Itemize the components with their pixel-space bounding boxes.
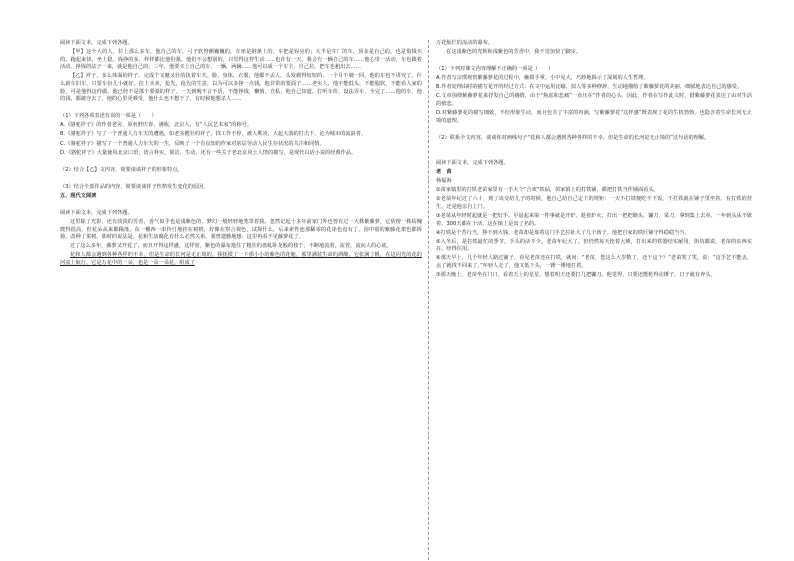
story-paragraph: ⑤入冬后，是打铁最忙的季节，手头的活不少。老苗年纪大了，但仍然每天抡着大锤，打出来的铁器结实耐用，街坊都说，老苗的东西实在，经得住用。 [436,238,752,253]
question-2: （2）结合【乙】文内容，简要谈谈祥子的形象特点。 [60,166,183,173]
section-heading: 五、现代文阅读 [60,192,97,199]
option-c: C.文章围绕紫藤萝花来抒发自己的感情，由于“焦虑和悲痛”一直压在“作者的心头，因此，作者在写作此文时，借紫藤萝花表达了由对生活的依恋。 [436,93,752,108]
story-paragraph: ②老苗年纪过了六十，到了该交给儿子的时候，他自己给自己定下的规矩：一天不打铁便吃不下饭，不打铁就在铺子里坐着。有打铁的营生，还是他亲自上门。 [436,196,752,210]
story-paragraph: ⑥那天早上，几个年轻人路过铺子，看见老苗还在打铁，就问：“老苗，您这么大岁数了，还干这个？”老苗笑了笑，说：“这手艺不能丢，丢了就找不回来了。”年轻人走了，他又低下头，一锤一锤地打着。 [436,255,752,270]
option-a: A.《骆驼祥子》的作者老舍，原名舒庆春，满族，北京人，有“人民艺术家”的称号。 [60,122,253,129]
passage-continuation: 万花灿烂的流动的瀑布。 [436,40,494,46]
question-3: （3）结合全部作品的内容，简要谈谈祥子性格发生变化的原因。 [60,183,209,190]
question-2: （2）联系全文内容，谈谈你对画线句子“花和人都会遇到各种各样的不幸，但是生命的长河是无止境的”这句话的理解。 [436,134,710,141]
passage-paragraph: 过了这么多年，藤萝又开花了，而且开得这样盛，这样密，紫色的瀑布遮住了粗壮的盘虬卧龙般的枝干，不断地流着，流着，流向人的心底。 [70,243,392,250]
passage-yi: 【乙】祥子，多么体面的样子，完成个又魁又壮的执着车夫。脸，身体，衣服，他都不丢人。头发剃得短短的，一个月不剃一回，他的车也不讲究了。什么新车旧车，只要车份儿小就好。拉上买卖，抢先，抢先的生意，以为可以多挣一点钱。他非常的要面子……老实人，他不能低头，不能服软，不能看人家的脸，可是他得这样做。他已经不是那个要强的样子，一天到晚不言不语，不能挣钱，懒惰，自私，他自己知道。打听车价，设法弄车，全完了……他的车，他的钱，都被夺去了，他的心里更难受，他什么也不想干了，有时候他想杀人…… [60,73,422,103]
underlined-sentence: 花和人都会遇到各种各样的不幸，但是生命的长河是无止境的。我抚摸了一下那小小的紫色的花舱，那里满装生命的酒酿，它张满了帆，在这闪光的花的河流上航行。它是万花中的一朵，也是一朵一朵花，组成了 [60,252,422,267]
story-author: 杨福海 [436,178,452,185]
option-a: A.作者写宗璞观赏紫藤萝花的过程中，触摸手掌，小中见大，巧妙地揭示了深刻的人生哲理。 [436,75,649,82]
reading-intro-2: 阅读下面文本，完成下列各题。 [60,210,133,216]
option-d: D.《骆驼祥子》大量使用北京口语，语言朴实，简洁，生动。还有一些关于老北京风土人情的描写，是现代白话小说的经典作品。 [60,149,357,156]
left-column [60,40,422,269]
question-1: （1）下列各项表述有误的一项是（ ） [60,113,157,120]
option-c: C.《骆驼祥子》描写了一个普通人力车夫的一生，反映了一个有良知的作家对底层劳动人民生存状况的关注和同情。 [60,140,325,147]
reading-intro: 阅读下面文本，完成下列各题。 [60,40,133,46]
story-paragraph: ①苗家镇里的打铁老苗家里有一手大个“合欢”铁砧，苗家镇上的打铁铺，都把打铁当作铺面看头。 [436,187,659,194]
passage-jia: 【甲】这个大的人，拉上那么多车，他自己的车，弓子软得颤巍巍的，车座是钢条上的，车把是锃亮的；大半是车厂的车，顶多是自己的，也是借钱买的。跑起来快，坐上稳，钱挣的多，样样都比他们强。他们不会想别的，只觉得这样生活……也许有一天，我会有一辆自己的车……他心里一活动，车也跟着活动，挣钱的法子一来，就是他自己的；三年，他要买上自己的车，一辆，两辆……他可以成一个车主，自己拉，把车也租出去…… [60,49,422,71]
reading-intro-3: 阅读下面文本，完成下列各题。 [436,159,509,166]
question-1: （1）下列对课文内容理解不正确的一项是（ ） [436,66,554,73]
right-column [436,40,752,281]
story-paragraph: ③老苗从年轻时起就是一把好手。早晨起来第一件事就是开炉，趁着炉火，打出一把把锄头、镰刀、菜刀，拿到集上去卖。一年到头从不歇着，300天都在干活，这在镇上是出了名的。 [436,213,752,227]
option-b: B.《骆驼祥子》写了一个普通人力车夫的遭遇，如老实健壮的祥子，找工作不停，被人欺凌，大起大落的打击下，沦为城市的流浪者。 [60,131,367,138]
story-paragraph: ⑦那天晚上，老苗坐在门口，看着天上的星星，想着明天还要打几把镰刀。他觉得，只要还能抡得动锤子，日子就有奔头。 [436,272,716,279]
option-b: B.作者处理由时的描写花开的经过方式：在文中运用比喻、拟人等多种修辞，生动地描绘了紫藤萝花的美丽，细腻地表达自己的感受。 [436,84,743,91]
story-title: 老 苗 [436,169,452,176]
story-paragraph: ④打铁是个苦行当，挣不到大钱，老苗却是靠着这门手艺拉扯大了几个孩子。他把自家的铁匠铺守得稳稳当当。 [436,229,690,236]
passage-paragraph: 这里除了光影，还有淡淡的芳香，香气似乎也是浅紫色的，梦幻一般轻轻地笼罩着我。忽然记起十多年前家门外也曾有过一大株紫藤萝，它依傍一株枯槐爬得很高，但花朵从来都稀落，东一穗西一串伶仃地挂在树梢，好像在察言观色，试探什么。后来索性连那稀零的花串也没有了。园中别的紫藤花架也都拆掉，改种了果树。那时的说法是，花和生活腐化有什么必然关系。我曾遗憾地想：这里再看不见藤萝花了。 [60,219,422,241]
passage-paragraph: 在这浅紫色的光辉和浅紫色的芳香中，我不觉加快了脚步。 [446,49,581,56]
option-d: D.对紫藤萝花的描写细致，不但形象生动，而且包含了丰富的内涵，写紫藤萝花“这样盛”既表现了花的生机勃勃，也隐含着生命长河无止境的道理。 [436,110,752,124]
column-divider [428,40,429,560]
